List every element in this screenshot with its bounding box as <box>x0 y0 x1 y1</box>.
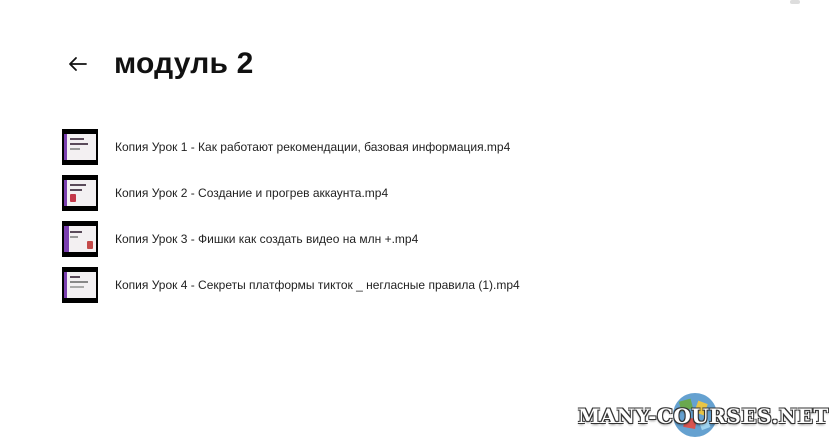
file-item[interactable] <box>62 170 622 216</box>
top-edge-indicator <box>790 0 800 4</box>
video-thumbnail <box>62 267 98 303</box>
file-item[interactable] <box>62 216 622 262</box>
file-name: Копия Урок 2 - Создание и прогрев аккаунта.mp4 <box>115 186 389 200</box>
back-button[interactable] <box>64 50 92 78</box>
file-name: Копия Урок 1 - Как работают рекомендации, базовая информация.mp4 <box>115 140 511 154</box>
file-name: Копия Урок 3 - Фишки как создать видео на млн +.mp4 <box>115 232 419 246</box>
page-header <box>64 40 254 88</box>
watermark-text: MANY-COURSES.NET <box>578 404 829 428</box>
page-title: модуль 2 <box>114 47 254 80</box>
video-thumbnail <box>62 221 98 257</box>
file-item[interactable] <box>62 124 622 170</box>
file-list <box>62 124 622 308</box>
watermark <box>578 390 829 440</box>
video-thumbnail <box>62 175 98 211</box>
arrow-left-icon <box>69 57 87 71</box>
file-name: Копия Урок 4 - Секреты платформы тикток _ негласные правила (1).mp4 <box>115 278 520 292</box>
video-thumbnail <box>62 129 98 165</box>
file-item[interactable] <box>62 262 622 308</box>
